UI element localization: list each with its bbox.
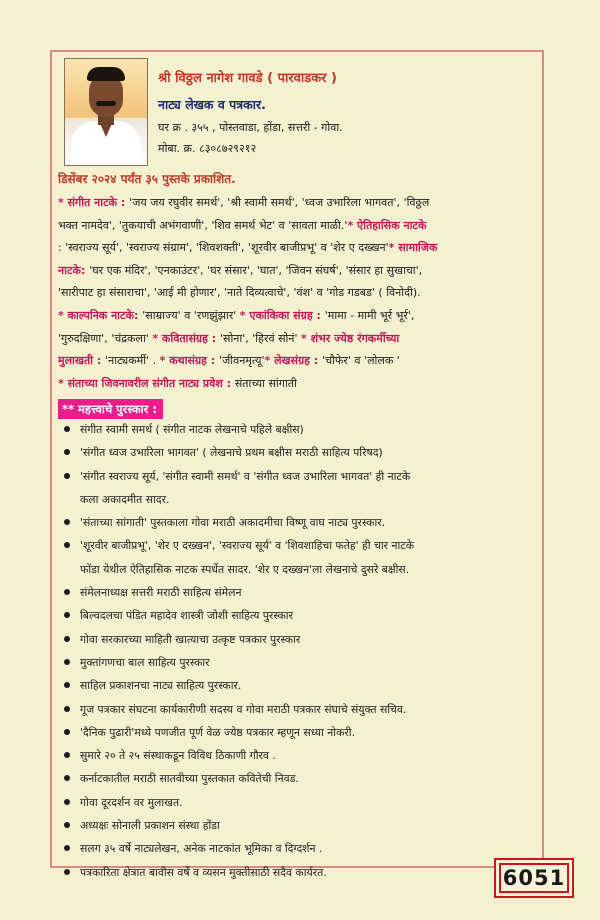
section-heading: मुलाखती : bbox=[58, 354, 106, 368]
author-role: नाट्य लेखक व पत्रकार. bbox=[158, 97, 266, 112]
section-heading: * संताच्या जिवनावरील संगीत नाट्य प्रवेश : bbox=[58, 376, 235, 390]
section-heading: * कथासंग्रह : bbox=[159, 354, 220, 368]
works-text: 'नाट्यकर्मी' . bbox=[105, 354, 160, 368]
stamp-number: 6051 bbox=[499, 863, 569, 893]
works-line bbox=[58, 373, 540, 396]
works-text: 'गुरुदक्षिणा', 'चंद्रकला' bbox=[58, 331, 153, 345]
award-item: 'शूरवीर बाजीप्रभू', 'शेर ए दख्खन', 'स्वराज्य सूर्य' व 'शिवशाहिचा फतेह' ही चार नाटके bbox=[58, 534, 538, 557]
award-item: संगीत स्वामी समर्थ ( संगीत नाटक लेखनाचे पहिले बक्षीस) bbox=[58, 418, 538, 441]
awards-heading: ** महत्त्वाचे पुरस्कार : bbox=[58, 399, 163, 419]
award-item: सलग ३५ वर्षे नाट्यलेखन, अनेक नाटकांत भूमिका व दिग्दर्शन . bbox=[58, 837, 538, 860]
works-text: 'साम्राज्य' व 'रणझुंझार' bbox=[142, 308, 240, 322]
section-heading: * कवितासंग्रह : bbox=[152, 331, 220, 345]
section-heading: * शंभर ज्येष्ठ रंगकर्मीच्या bbox=[301, 331, 400, 345]
works-line bbox=[58, 237, 540, 260]
works-text: 'जीवनमृत्यू' bbox=[219, 354, 265, 368]
works-text: 'चौफेर' व 'लोलक ' bbox=[322, 354, 400, 368]
section-heading: * संगीत नाटके : bbox=[58, 196, 130, 209]
award-item: 'संगीत स्वराज्य सूर्य, 'संगीत स्वामी समर्थ' व 'संगीत ध्वज उभारिला भागवत' ही नाटके bbox=[58, 465, 538, 488]
works-list bbox=[58, 192, 540, 395]
award-item: बिल्वदलचा पंडित महादेव शास्त्री जोशी साहित्य पुरस्कार bbox=[58, 604, 538, 627]
works-line bbox=[58, 215, 540, 238]
publication-summary: डिसेंबर २०२४ पर्यंत ३५ पुस्तके प्रकाशित. bbox=[58, 172, 236, 186]
award-item: मुक्तांगणचा बाल साहित्य पुरस्कार bbox=[58, 651, 538, 674]
award-item: 'संताच्या सांगाती' पुस्तकाला गोवा मराठी अकादमीचा विष्णू वाघ नाट्य पुरस्कार. bbox=[58, 511, 538, 534]
award-item: कला अकादमीत सादर. bbox=[80, 492, 170, 506]
award-item: कर्नाटकातील मराठी सातवीच्या पुस्तकात कवितेची निवड. bbox=[58, 767, 538, 790]
page-number-stamp bbox=[494, 858, 574, 898]
award-item: संमेलनाध्यक्ष सत्तरी मराठी साहित्य संमेलन bbox=[58, 581, 538, 604]
works-line bbox=[58, 260, 540, 283]
author-photo bbox=[64, 58, 148, 166]
section-heading: * सामाजिक bbox=[388, 241, 438, 255]
author-address: घर क्र . ३५५ , पोस्तवाडा, होंडा, सत्तरी - गोवा. bbox=[158, 121, 343, 134]
award-item: साहिल प्रकाशनचा नाट्य साहित्य पुरस्कार. bbox=[58, 674, 538, 697]
works-text: 'घर एक मंदिर', 'एनकाउंटर', 'घर संसार', 'घात', 'जिवन संघर्ष', 'संसार हा सुखाचा', bbox=[89, 263, 423, 277]
works-line bbox=[58, 350, 540, 373]
award-item: 'संगीत ध्वज उभारिला भागवत' ( लेखनाचे प्रथम बक्षीस मराठी साहित्य परिषद) bbox=[58, 441, 538, 464]
award-item: पत्रकारिता क्षेत्रात बावीस वर्षे व व्यसन मुक्तीसाठी सदैव कार्यरत. bbox=[58, 861, 538, 884]
works-text: भक्त नामदेव', 'तुकयाची अभंगवाणी', 'शिव समर्थ भेट' व 'सावता माळी.' bbox=[58, 218, 348, 232]
award-item: गोवा सरकारच्या माहिती खात्याचा उत्कृष्ट पत्रकार पुरस्कार bbox=[58, 628, 538, 651]
works-line bbox=[58, 282, 540, 305]
author-name: श्री विठ्ठल नागेश गावडे ( पारवाडकर ) bbox=[158, 71, 337, 86]
award-item: गोवा दूरदर्शन वर मुलाखत. bbox=[58, 791, 538, 814]
works-text: 'मामा - मामी भूर्र भूर्र', bbox=[324, 308, 415, 322]
works-text: : 'स्वराज्य सूर्य', 'स्वराज्य संग्राम', 'शिवशक्ती', 'शूरवीर बाजीप्रभू' व 'शेर ए दख्खन' bbox=[58, 241, 389, 255]
works-line bbox=[58, 328, 540, 351]
works-line bbox=[58, 305, 540, 328]
section-heading: * एकांकिका संग्रह : bbox=[239, 308, 325, 322]
section-heading: * लेखसंग्रह : bbox=[264, 354, 323, 368]
awards-list bbox=[58, 418, 538, 884]
works-text: 'जय जय रघुवीर समर्थ', 'श्री स्वामी समर्थ', 'ध्वज उभारिला भागवत', 'विठ्ठल bbox=[129, 196, 430, 209]
works-text: 'सारीपाट हा संसाराचा', 'आई मी होणार', 'नाते दिव्यत्वाचे', 'वंश' व 'गोड गडबड' ( विनोदी). bbox=[58, 286, 421, 300]
works-text: संताच्या सांगाती bbox=[234, 376, 297, 390]
works-line bbox=[58, 192, 540, 215]
section-heading: * काल्पनिक नाटके: bbox=[58, 308, 143, 322]
award-item: फोंडा येथील ऐतिहासिक नाटक स्पर्धेत सादर. 'शेर ए दख्खन'ला लेखनाचे दुसरे बक्षीस. bbox=[80, 562, 410, 576]
section-heading: * ऐतिहासिक नाटके bbox=[347, 218, 427, 232]
author-mobile: मोबा. क्र. ८३०८७२९२१२ bbox=[158, 142, 257, 155]
works-text: 'सोना', 'हिरवं सोनं' bbox=[219, 331, 301, 345]
award-item: अध्यक्षः सोनाली प्रकाशन संस्था होंडा bbox=[58, 814, 538, 837]
award-item: 'दैनिक पुढारी'मध्ये पणजीत पूर्ण वेळ ज्येष्ठ पत्रकार म्हणून सध्या नोकरी. bbox=[58, 721, 538, 744]
section-heading: नाटके: bbox=[58, 263, 90, 277]
award-item: सुमारे २० ते २५ संस्थाकडून विविध ठिकाणी गौरव . bbox=[58, 744, 538, 767]
award-item: गूज पत्रकार संघटना कार्यकारीणी सदस्य व गोवा मराठी पत्रकार संघाचे संयुक्त सचिव. bbox=[58, 698, 538, 721]
